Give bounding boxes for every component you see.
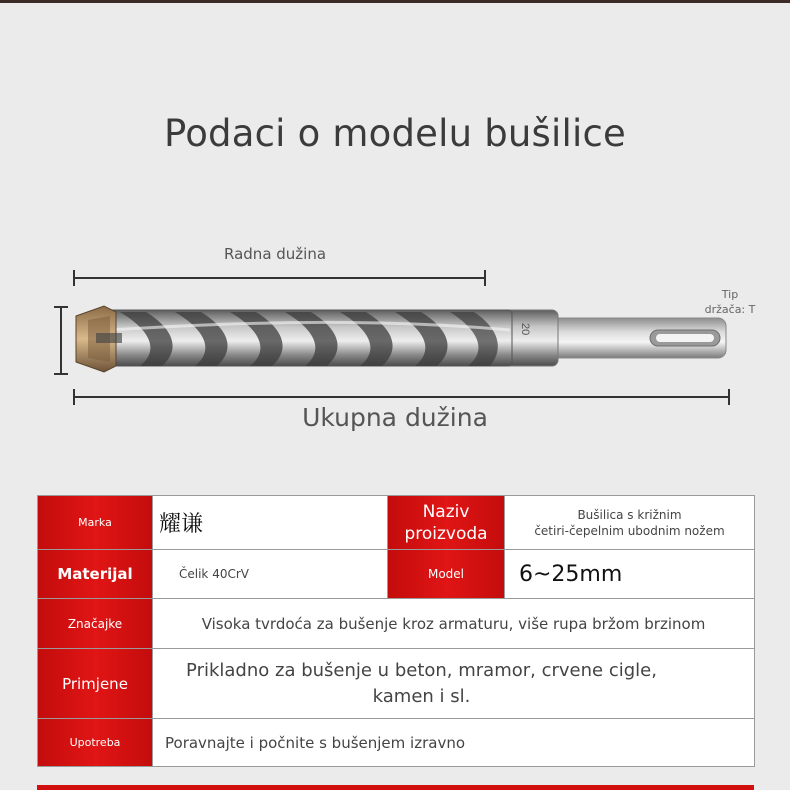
specs-row-features [38,599,755,649]
application-value [153,649,755,719]
material-value: Čelik 40CrV [153,550,388,599]
specs-row-application [38,649,755,719]
diameter-marker [54,307,68,374]
material-label: Materijal [38,550,153,599]
features-value: Visoka tvrdoća za bušenje kroz armaturu, više rupa bržom brzinom [153,599,755,649]
usage-label: Upotreba [38,719,153,767]
application-value-line-2: kamen i sl. [372,685,471,707]
specs-row-usage [38,719,755,767]
drill-shank [540,318,726,358]
specs-table [37,495,755,767]
usage-value: Poravnajte i počnite s bušenjem izravno [153,719,755,767]
shank-type-label-line-1: Tip [721,288,739,301]
brand-label: Marka [38,496,153,550]
drill-flutes [102,310,512,366]
model-value: 6~25mm [505,550,755,599]
features-label: Značajke [38,599,153,649]
page-title: Podaci o modelu bušilice [164,112,626,155]
product-name-value [505,496,755,550]
brand-value: 耀谦 [153,496,388,550]
product-name-label-line-2: proizvoda [404,523,488,544]
product-name-label-line-1: Naziv [422,501,470,522]
product-name-value-line-2: četiri-čepelnim ubodnim nožem [534,523,725,538]
carbide-tip [76,306,122,372]
model-label: Model [388,550,505,599]
total-length-label: Ukupna dužina [302,403,488,432]
working-length-dimension [74,270,485,286]
working-length-label: Radna dužina [224,245,327,263]
product-name-label [388,496,505,550]
bit-size-mark: 20 [519,323,531,336]
application-value-line-1: Prikladno za bušenje u beton, mramor, crvene cigle, [186,659,657,681]
shank-type-label-line-2: držača: T [704,303,756,316]
specs-row-brand [38,496,755,550]
product-name-value-line-1: Bušilica s križnim [577,507,682,522]
specs-row-material [38,550,755,599]
bottom-strip [37,785,754,790]
application-label: Primjene [38,649,153,719]
